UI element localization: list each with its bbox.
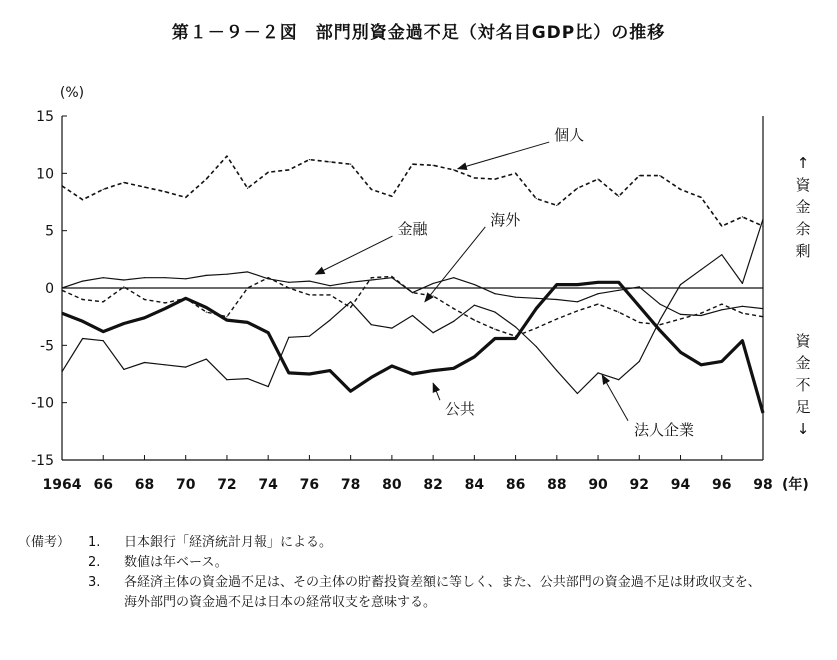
data-point bbox=[350, 164, 351, 165]
data-point bbox=[536, 308, 537, 309]
data-point bbox=[288, 282, 289, 283]
data-point bbox=[309, 281, 310, 282]
side-label-char: 剰 bbox=[795, 242, 811, 260]
data-point bbox=[597, 282, 598, 283]
side-label-char: 不 bbox=[795, 376, 811, 394]
data-point bbox=[515, 173, 516, 174]
data-point bbox=[721, 225, 722, 226]
data-point bbox=[680, 314, 681, 315]
data-point bbox=[164, 302, 165, 303]
data-point bbox=[350, 282, 351, 283]
data-point bbox=[577, 310, 578, 311]
side-label-char: 余 bbox=[795, 220, 811, 238]
data-point bbox=[103, 301, 104, 302]
data-point bbox=[474, 356, 475, 357]
data-point bbox=[556, 299, 557, 300]
data-point bbox=[742, 283, 743, 284]
data-point bbox=[288, 287, 289, 288]
data-point bbox=[82, 321, 83, 322]
data-point bbox=[309, 159, 310, 160]
data-point bbox=[556, 284, 557, 285]
y-tick-label: -15 bbox=[31, 453, 54, 469]
data-point bbox=[680, 318, 681, 319]
data-point bbox=[494, 329, 495, 330]
x-tick-label: 68 bbox=[134, 477, 155, 493]
data-point bbox=[412, 292, 413, 293]
data-point bbox=[329, 370, 330, 371]
data-point bbox=[329, 161, 330, 162]
annotation-arrow bbox=[458, 142, 549, 169]
data-point bbox=[288, 337, 289, 338]
x-tick-label: 90 bbox=[588, 477, 608, 493]
x-tick-label: 80 bbox=[382, 477, 402, 493]
data-point bbox=[206, 275, 207, 276]
data-point bbox=[206, 178, 207, 179]
series-annotation: 海外 bbox=[490, 210, 521, 229]
data-point bbox=[494, 338, 495, 339]
series-annotation: 法人企業 bbox=[634, 420, 695, 439]
side-label-char: 金 bbox=[795, 198, 811, 216]
data-point bbox=[185, 367, 186, 368]
data-point bbox=[268, 172, 269, 173]
data-point bbox=[618, 196, 619, 197]
data-point bbox=[103, 189, 104, 190]
data-point bbox=[515, 326, 516, 327]
notes-heading: （備考） bbox=[18, 535, 71, 550]
x-tick-label: 84 bbox=[464, 477, 485, 493]
x-tick-label: 1964 bbox=[42, 477, 82, 493]
data-point bbox=[412, 373, 413, 374]
data-point bbox=[618, 290, 619, 291]
data-point bbox=[494, 178, 495, 179]
data-point bbox=[433, 165, 434, 166]
data-point bbox=[474, 177, 475, 178]
note-number: 3. bbox=[88, 575, 101, 590]
data-point bbox=[61, 313, 62, 314]
note-text: 日本銀行「経済統計月報」による。 bbox=[124, 535, 333, 550]
x-tick-label: 70 bbox=[175, 477, 196, 493]
data-point bbox=[247, 322, 248, 323]
data-point bbox=[701, 364, 702, 365]
annotation-arrow bbox=[425, 227, 485, 302]
data-point bbox=[680, 189, 681, 190]
side-label-surplus bbox=[795, 154, 811, 260]
data-point bbox=[577, 393, 578, 394]
x-tick-label: 72 bbox=[217, 477, 237, 493]
data-point bbox=[329, 320, 330, 321]
data-point bbox=[556, 370, 557, 371]
data-point bbox=[494, 293, 495, 294]
data-point bbox=[433, 283, 434, 284]
data-point bbox=[61, 371, 62, 372]
data-point bbox=[185, 298, 186, 299]
data-point bbox=[82, 338, 83, 339]
data-point bbox=[144, 299, 145, 300]
data-point bbox=[206, 307, 207, 308]
y-axis-label: (%) bbox=[59, 85, 85, 101]
data-point bbox=[309, 294, 310, 295]
data-point bbox=[268, 277, 269, 278]
x-tick-label: 76 bbox=[299, 477, 320, 493]
data-point bbox=[185, 197, 186, 198]
data-point bbox=[536, 198, 537, 199]
data-point bbox=[226, 316, 227, 317]
side-label-deficit bbox=[795, 332, 811, 438]
x-tick-label: 78 bbox=[340, 477, 361, 493]
x-tick-label: 74 bbox=[258, 477, 278, 493]
data-point bbox=[226, 156, 227, 157]
chart-title: 第１－９－２図 部門別資金過不足（対名目GDP比）の推移 bbox=[171, 23, 666, 43]
data-point bbox=[391, 365, 392, 366]
note-text: 各経済主体の資金過不足は、その主体の貯蓄投資差額に等しく、また、公共部門の資金過不足は財政収支を、海外部門の資金過不足は日本の経常収支を意味する。 bbox=[124, 575, 761, 610]
x-tick-label: 82 bbox=[423, 477, 443, 493]
data-point bbox=[61, 185, 62, 186]
data-point bbox=[103, 331, 104, 332]
data-point bbox=[82, 199, 83, 200]
side-label-char: ↑ bbox=[796, 154, 810, 172]
data-point bbox=[597, 372, 598, 373]
y-tick-label: 10 bbox=[36, 166, 54, 183]
annotation-arrow bbox=[433, 383, 440, 400]
data-point bbox=[453, 277, 454, 278]
data-point bbox=[268, 386, 269, 387]
data-point bbox=[577, 284, 578, 285]
data-point bbox=[433, 370, 434, 371]
data-point bbox=[391, 276, 392, 277]
y-tick-label: -5 bbox=[40, 338, 54, 355]
x-tick-label: 96 bbox=[712, 477, 732, 493]
data-point bbox=[82, 281, 83, 282]
data-point bbox=[391, 328, 392, 329]
x-tick-label: 86 bbox=[505, 477, 526, 493]
data-point bbox=[618, 311, 619, 312]
data-point bbox=[61, 290, 62, 291]
data-point bbox=[762, 219, 763, 220]
series-annotation: 個人 bbox=[554, 126, 585, 145]
series-annotation: 金融 bbox=[397, 220, 428, 239]
data-point bbox=[123, 286, 124, 287]
data-point bbox=[474, 305, 475, 306]
data-point bbox=[144, 186, 145, 187]
notes-section bbox=[18, 533, 764, 613]
data-point bbox=[597, 293, 598, 294]
data-point bbox=[123, 323, 124, 324]
data-point bbox=[350, 307, 351, 308]
data-point bbox=[164, 364, 165, 365]
data-point bbox=[164, 191, 165, 192]
data-point bbox=[309, 373, 310, 374]
data-point bbox=[762, 225, 763, 226]
data-point bbox=[515, 297, 516, 298]
data-point bbox=[226, 274, 227, 275]
data-point bbox=[659, 320, 660, 321]
data-point bbox=[742, 313, 743, 314]
data-point bbox=[536, 346, 537, 347]
data-point bbox=[721, 303, 722, 304]
data-point bbox=[453, 308, 454, 309]
data-point bbox=[206, 311, 207, 312]
data-point bbox=[618, 379, 619, 380]
x-tick-label: 94 bbox=[670, 477, 691, 493]
data-point bbox=[185, 278, 186, 279]
data-point bbox=[371, 377, 372, 378]
data-point bbox=[577, 301, 578, 302]
data-point bbox=[680, 284, 681, 285]
data-point bbox=[123, 182, 124, 183]
data-point bbox=[721, 361, 722, 362]
data-point bbox=[453, 169, 454, 170]
data-point bbox=[433, 295, 434, 296]
data-point bbox=[639, 306, 640, 307]
data-point bbox=[412, 164, 413, 165]
data-point bbox=[329, 294, 330, 295]
x-tick-label: 92 bbox=[629, 477, 650, 493]
data-point bbox=[536, 298, 537, 299]
data-point bbox=[577, 188, 578, 189]
data-point bbox=[680, 352, 681, 353]
note-text: 数値は年ベース。 bbox=[124, 555, 228, 570]
side-label-char: ↓ bbox=[796, 420, 810, 438]
data-point bbox=[371, 189, 372, 190]
data-point bbox=[597, 178, 598, 179]
annotation-arrow bbox=[316, 236, 393, 274]
x-tick-label: 98 bbox=[753, 477, 773, 493]
side-label-char: 資 bbox=[795, 176, 811, 194]
data-point bbox=[247, 188, 248, 189]
data-point bbox=[164, 277, 165, 278]
data-point bbox=[433, 332, 434, 333]
data-point bbox=[453, 321, 454, 322]
data-point bbox=[556, 205, 557, 206]
data-point bbox=[515, 338, 516, 339]
data-point bbox=[742, 340, 743, 341]
data-point bbox=[144, 317, 145, 318]
data-point bbox=[494, 311, 495, 312]
x-tick-label: 88 bbox=[547, 477, 567, 493]
data-point bbox=[701, 313, 702, 314]
note-number: 1. bbox=[88, 535, 101, 550]
note-number: 2. bbox=[88, 555, 101, 570]
data-point bbox=[474, 320, 475, 321]
data-point bbox=[721, 254, 722, 255]
data-point bbox=[247, 378, 248, 379]
y-tick-label: -10 bbox=[31, 395, 54, 412]
data-point bbox=[639, 175, 640, 176]
series-line-個人 bbox=[62, 156, 763, 226]
data-point bbox=[412, 315, 413, 316]
data-point bbox=[123, 279, 124, 280]
data-point bbox=[701, 269, 702, 270]
side-label-char: 金 bbox=[795, 354, 811, 372]
data-point bbox=[329, 285, 330, 286]
data-point bbox=[597, 303, 598, 304]
data-point bbox=[474, 284, 475, 285]
data-point bbox=[371, 277, 372, 278]
data-point bbox=[762, 412, 763, 413]
side-label-char: 資 bbox=[795, 332, 811, 350]
data-point bbox=[61, 287, 62, 288]
data-point bbox=[659, 175, 660, 176]
data-point bbox=[103, 277, 104, 278]
data-point bbox=[309, 336, 310, 337]
data-point bbox=[659, 324, 660, 325]
data-point bbox=[453, 368, 454, 369]
data-point bbox=[391, 196, 392, 197]
data-point bbox=[536, 328, 537, 329]
data-point bbox=[226, 320, 227, 321]
data-point bbox=[742, 306, 743, 307]
data-point bbox=[226, 379, 227, 380]
data-point bbox=[288, 372, 289, 373]
data-point bbox=[742, 216, 743, 217]
data-point bbox=[144, 277, 145, 278]
annotation-arrow bbox=[602, 375, 628, 421]
data-point bbox=[639, 361, 640, 362]
x-tick-label: 66 bbox=[93, 477, 113, 493]
y-tick-label: 5 bbox=[45, 223, 54, 240]
data-point bbox=[618, 282, 619, 283]
series-annotation: 公共 bbox=[444, 400, 475, 419]
y-tick-label: 15 bbox=[36, 109, 54, 125]
y-tick-label: 0 bbox=[45, 281, 54, 297]
data-point bbox=[123, 369, 124, 370]
data-point bbox=[350, 391, 351, 392]
data-point bbox=[288, 169, 289, 170]
data-point bbox=[762, 308, 763, 309]
data-point bbox=[247, 271, 248, 272]
data-point bbox=[164, 308, 165, 309]
data-point bbox=[82, 299, 83, 300]
data-point bbox=[371, 324, 372, 325]
data-point bbox=[659, 303, 660, 304]
data-point bbox=[701, 315, 702, 316]
data-point bbox=[247, 287, 248, 288]
data-point bbox=[268, 332, 269, 333]
data-point bbox=[371, 279, 372, 280]
data-point bbox=[103, 340, 104, 341]
data-point bbox=[659, 330, 660, 331]
data-point bbox=[144, 362, 145, 363]
data-point bbox=[721, 309, 722, 310]
data-point bbox=[701, 197, 702, 198]
data-point bbox=[556, 318, 557, 319]
data-point bbox=[639, 322, 640, 323]
data-point bbox=[639, 286, 640, 287]
x-unit-label: (年) bbox=[782, 477, 809, 493]
side-label-char: 足 bbox=[795, 398, 811, 416]
data-point bbox=[350, 301, 351, 302]
data-point bbox=[762, 316, 763, 317]
data-point bbox=[206, 358, 207, 359]
